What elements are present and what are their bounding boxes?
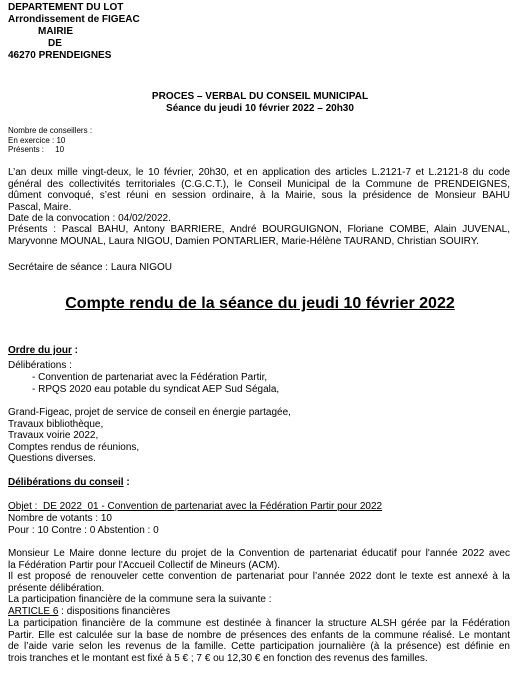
report-heading: Compte rendu de la séance du jeudi 10 février 2022 [65, 295, 455, 312]
agenda-label: Ordre du jour [8, 345, 72, 356]
intro-line: L’an deux mille vingt-deux, le 10 février, 20h30, et en application des articles L.2121-7 et L.2121-8 du code [8, 167, 510, 178]
mairie-line: MAIRIE [38, 26, 73, 37]
reading-paragraph [8, 548, 510, 571]
article-text: : dispositions financières [58, 606, 171, 617]
paragraph-line: La participation financière de la commune est destinée à financer la structure ALSH gérée par la Fédération [8, 618, 510, 629]
commune-line: 46270 PRENDEIGNES [8, 50, 112, 61]
agenda-colon: : [71, 345, 79, 356]
paragraph-line: présente délibération. [8, 582, 105, 594]
department-line: DEPARTEMENT DU LOT [8, 2, 124, 13]
presents-line: Maryvonne MOUNAL, Laura NIGOU, Damien PONTARLIER, Marie-Hélène TAURAND, Christian SOUIRY. [8, 235, 479, 247]
paragraph-line: la Fédération Partir pour l'Accueil Collectif de Mineurs (ACM). [8, 559, 281, 571]
article-line [8, 606, 170, 618]
presents-line: Présents : Pascal BAHU, Antony BARRIERE, André BOURGUIGNON, Floriane COMBE, Alain JUVENAL, [8, 224, 510, 235]
paragraph-line: Monsieur Le Maire donne lecture du projet de la Convention de partenariat éducatif pour l'année 2022 avec [8, 548, 510, 559]
agenda-heading [8, 345, 78, 357]
deliberations-colon: : [123, 477, 130, 488]
agenda-item: - RPQS 2020 eau potable du syndicat AEP Sud Ségala, [32, 384, 280, 395]
deliberation-object: Objet : DE 2022_01 - Convention de partenariat avec la Fédération Partir pour 2022 [8, 501, 383, 512]
session-subtitle: Séance du jeudi 10 février 2022 – 20h30 [166, 103, 354, 114]
councillors-exercice: En exercice : 10 [8, 136, 66, 145]
de-line: DE [48, 38, 62, 49]
presents-list [8, 224, 510, 247]
vote-result: Pour : 10 Contre : 0 Abstention : 0 [8, 525, 159, 536]
agenda-item: Travaux voirie 2022, [8, 430, 99, 441]
arrondissement-line: Arrondissement de FIGEAC [8, 14, 140, 25]
agenda-item: Travaux bibliothèque, [8, 419, 104, 430]
paragraph-line: de l’aide varie selon les revenus de la famille. Cette participation journalière (à la présence) est définie en [8, 641, 510, 652]
paragraph-line: Partir. Elle est calculée sur la base de nombre de présences des enfants de la commune réalisé. Le montant [8, 629, 510, 641]
renewal-paragraph [8, 571, 510, 594]
voters-count: Nombre de votants : 10 [8, 513, 112, 524]
paragraph-line: trois tranches et le montant est fixé à 5 € ; 7 € ou 12,30 € en fonction des revenus des familles. [8, 652, 428, 664]
agenda-item: - Convention de partenariat avec la Fédération Partir, [32, 372, 268, 383]
intro-line: général des collectivités territoriales (C.G.C.T.), le Conseil Municipal de la Commune de PRENDEIGNES, [8, 178, 510, 190]
councillors-label: Nombre de conseillers : [8, 126, 93, 135]
intro-line: dûment convoqué, s’est réuni en session ordinaire, à la Mairie, sous la présidence de Monsieur BAHU [8, 190, 510, 201]
deliberations-heading [8, 477, 130, 489]
secretaire: Secrétaire de séance : Laura NIGOU [8, 262, 172, 273]
councillors-presents: Présents : 10 [8, 145, 65, 154]
agenda-item: Questions diverses. [8, 453, 96, 464]
intro-line: Pascal, Maire. [8, 201, 72, 213]
intro-paragraph [8, 167, 510, 213]
financial-paragraph [8, 618, 510, 664]
deliberations-label: Délibérations du conseil [8, 477, 124, 488]
participation-intro: La participation financière de la commune sera la suivante : [8, 594, 272, 605]
article-label: ARTICLE 6 [8, 606, 59, 617]
agenda-deliberations: Délibérations : [8, 360, 72, 371]
letterhead [8, 2, 140, 62]
document-title: PROCES – VERBAL DU CONSEIL MUNICIPAL [151, 91, 369, 102]
agenda-item: Comptes rendus de réunions, [8, 442, 140, 453]
agenda-item: Grand-Figeac, projet de service de conseil en énergie partagée, [8, 407, 291, 418]
convocation-date: Date de la convocation : 04/02/2022. [8, 213, 171, 224]
paragraph-line: Il est proposé de renouveler cette convention de partenariat pour l’année 2022 dont le texte est annexé à la [8, 571, 510, 582]
